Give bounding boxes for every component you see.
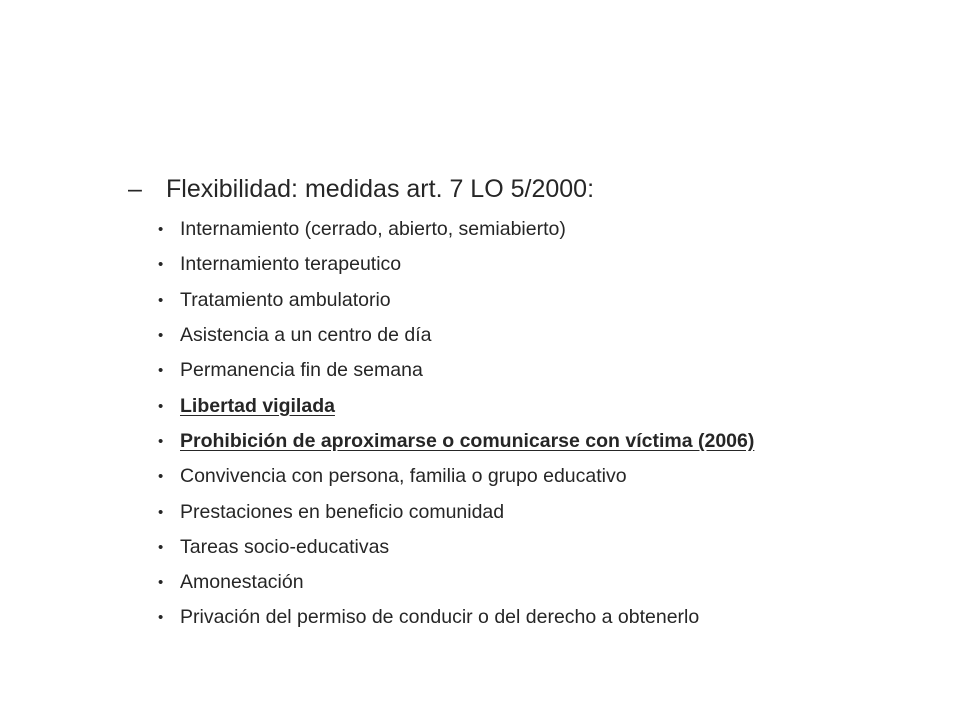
list-item-text: Internamiento (cerrado, abierto, semiabierto) — [180, 218, 566, 241]
bullet-icon: • — [158, 574, 164, 592]
list-item — [156, 494, 754, 529]
list-item-text: Permanencia fin de semana — [180, 359, 423, 382]
bullet-icon: • — [158, 256, 164, 274]
bullet-icon: • — [158, 397, 164, 415]
list-item — [156, 212, 754, 247]
list-item-text: Convivencia con persona, familia o grupo educativo — [180, 465, 627, 488]
list-item-text: Tareas socio-educativas — [180, 535, 390, 558]
heading-line — [128, 170, 594, 208]
bullet-icon: • — [158, 362, 164, 380]
heading-text: Flexibilidad: medidas art. 7 LO 5/2000: — [166, 174, 595, 203]
list-item — [156, 459, 754, 494]
list-item — [156, 247, 754, 282]
list-item-emphasized — [156, 424, 754, 459]
list-item-text: Prohibición de aproximarse o comunicarse con víctima (2006) — [180, 429, 755, 452]
list-item-text: Asistencia a un centro de día — [180, 324, 432, 347]
bullet-icon: • — [158, 432, 164, 450]
bullet-icon: • — [158, 468, 164, 486]
bullet-icon: • — [158, 327, 164, 345]
list-item — [156, 600, 754, 635]
list-item-emphasized — [156, 388, 754, 423]
bullet-icon: • — [158, 538, 164, 556]
measures-list — [156, 212, 754, 636]
bullet-icon: • — [158, 503, 164, 521]
dash-marker: – — [128, 174, 142, 203]
list-item — [156, 565, 754, 600]
bullet-icon: • — [158, 291, 164, 309]
list-item — [156, 353, 754, 388]
list-item-text: Tratamiento ambulatorio — [180, 288, 391, 311]
list-item-text: Prestaciones en beneficio comunidad — [180, 500, 505, 523]
list-item — [156, 530, 754, 565]
bullet-icon: • — [158, 609, 164, 627]
list-item — [156, 318, 754, 353]
list-item-text: Privación del permiso de conducir o del derecho a obtenerlo — [180, 606, 700, 629]
list-item-text: Libertad vigilada — [180, 394, 335, 417]
list-item — [156, 283, 754, 318]
list-item-text: Amonestación — [180, 571, 304, 594]
list-item-text: Internamiento terapeutico — [180, 253, 402, 276]
bullet-icon: • — [158, 221, 164, 239]
